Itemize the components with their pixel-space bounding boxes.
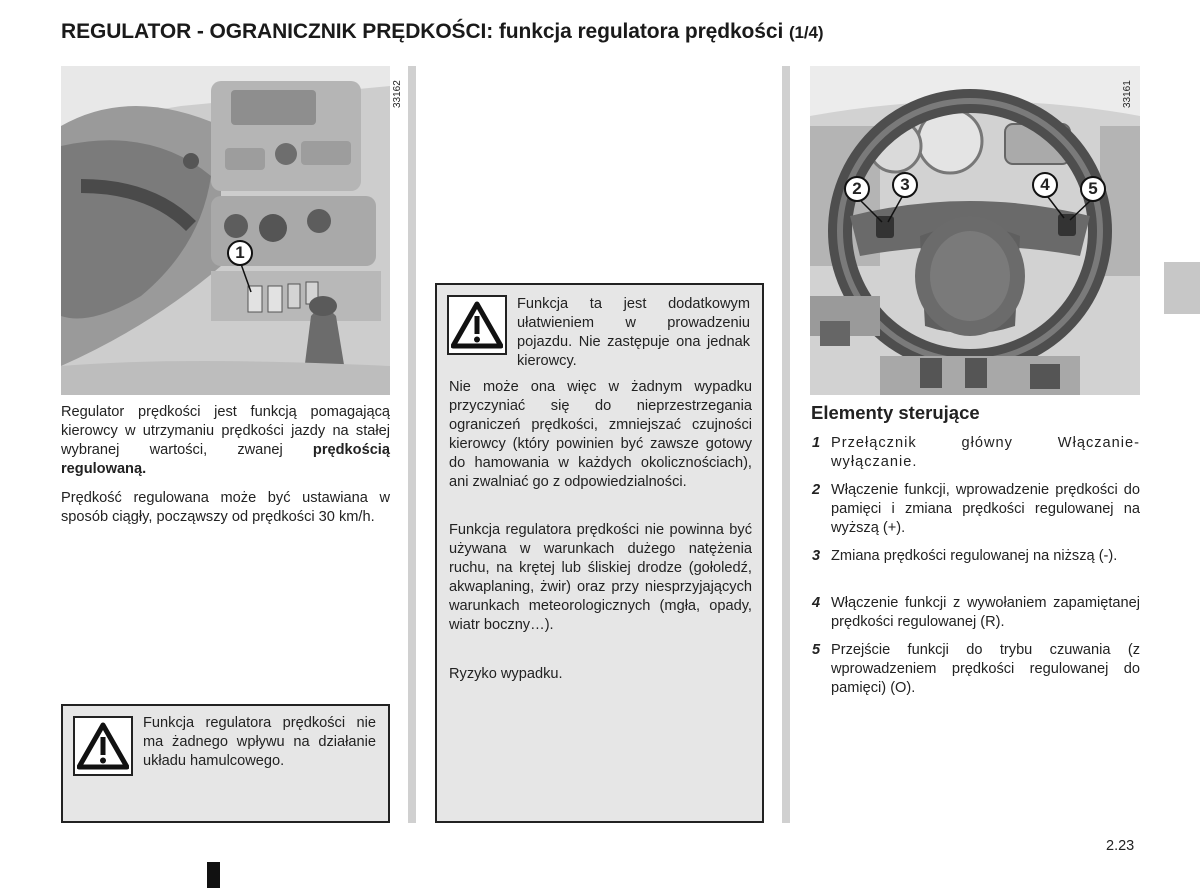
column-divider-right [782, 66, 790, 823]
warning-triangle-icon [447, 295, 507, 355]
warning-driver-intro: Funkcja ta jest dodatkowym ułatwieniem w prowadzeniu pojazdu. Nie zastępuje ona jednak kierowcy. [517, 296, 750, 369]
list-item [812, 594, 1140, 632]
page-number: 2.23 [1106, 838, 1135, 854]
list-item-text: Włączenie funkcji z wywołaniem zapamiętanej prędkości regulowanej (R). [831, 595, 1140, 630]
steering-wheel-photo [810, 66, 1140, 395]
list-item-text: Włączenie funkcji, wprowadzenie prędkości do pamięci i zmiana prędkości regulowanej na wyższą (+). [831, 482, 1140, 536]
list-item-number: 3 [812, 548, 821, 564]
warning-box-driver [435, 283, 764, 823]
dashboard-illustration [61, 66, 390, 395]
list-item-number: 2 [812, 482, 821, 498]
warning-conditions-paragraph: Funkcja regulatora prędkości nie powinna być używana w warunkach dużego natężenia ruchu, na krętej lub śliskiej drodze (gołoledź, akwaplaning, żwir) oraz przy niesprzyjających warunkach meteorologicznych (mgła, opady, wiatr boczny…). [449, 522, 752, 633]
list-item [812, 547, 1140, 566]
intro-text: Regulator prędkości jest funkcją pomagającą kierowcy w utrzymaniu prędkości jazdy na stałej wybranej wartości, zwanej [61, 404, 390, 458]
callout-1-leader [237, 264, 257, 294]
page-title-text: REGULATOR - OGRANICZNIK PRĘDKOŚCI: funkcja regulatora prędkości [61, 20, 784, 43]
photo-code-right: 33161 [1122, 80, 1133, 108]
photo-code-left: 33162 [392, 80, 403, 108]
callout-1 [227, 240, 253, 266]
page-title [61, 20, 823, 44]
callout-4-label: 4 [1040, 175, 1050, 194]
callout-leaders [810, 66, 1140, 395]
list-item [812, 434, 1140, 472]
binding-marker [207, 862, 220, 888]
callout-2-label: 2 [852, 179, 862, 198]
list-item-text: Przełącznik główny Włączanie-wyłączanie. [831, 435, 1140, 470]
callout-1-label: 1 [235, 243, 245, 262]
list-item-text: Przejście funkcji do trybu czuwania (z wprowadzeniem prędkości regulowanej do pamięci) (O). [831, 642, 1140, 696]
list-item [812, 641, 1140, 698]
list-item [812, 481, 1140, 538]
warning-brakes-text: Funkcja regulatora prędkości nie ma żadnego wpływu na działanie układu hamulcowego. [143, 715, 376, 769]
callout-3-label: 3 [900, 175, 910, 194]
page-part: (1/4) [788, 23, 824, 42]
list-item-number: 5 [812, 642, 821, 658]
list-item-text: Zmiana prędkości regulowanej na niższą (-). [831, 548, 1118, 564]
dashboard-photo [61, 66, 390, 395]
warning-responsibility-paragraph: Nie może ona więc w żadnym wypadku przyczyniać się do nieprzestrzegania ograniczeń prędkości, zmniejszać czujności kierowcy (który powinien być zawsze gotowy do hamowania w każdych okolicznościach), ani zwalniać go z odpowiedzialności. [449, 379, 752, 490]
intro-paragraph [61, 403, 390, 479]
warning-box-brakes [61, 704, 390, 823]
column-divider-left [408, 66, 416, 823]
controls-heading: Elementy sterujące [811, 402, 980, 423]
warning-triangle-icon [73, 716, 133, 776]
callout-5-label: 5 [1088, 179, 1098, 198]
warning-risk-text: Ryzyko wypadku. [449, 666, 563, 682]
list-item-number: 4 [812, 595, 821, 611]
list-item-number: 1 [812, 435, 821, 451]
regulated-speed-paragraph: Prędkość regulowana może być ustawiana w sposób ciągły, począwszy od prędkości 30 km/h. [61, 490, 390, 525]
intro-bold-text: prędkością regulowaną. [61, 442, 390, 477]
chapter-tab [1164, 262, 1200, 314]
